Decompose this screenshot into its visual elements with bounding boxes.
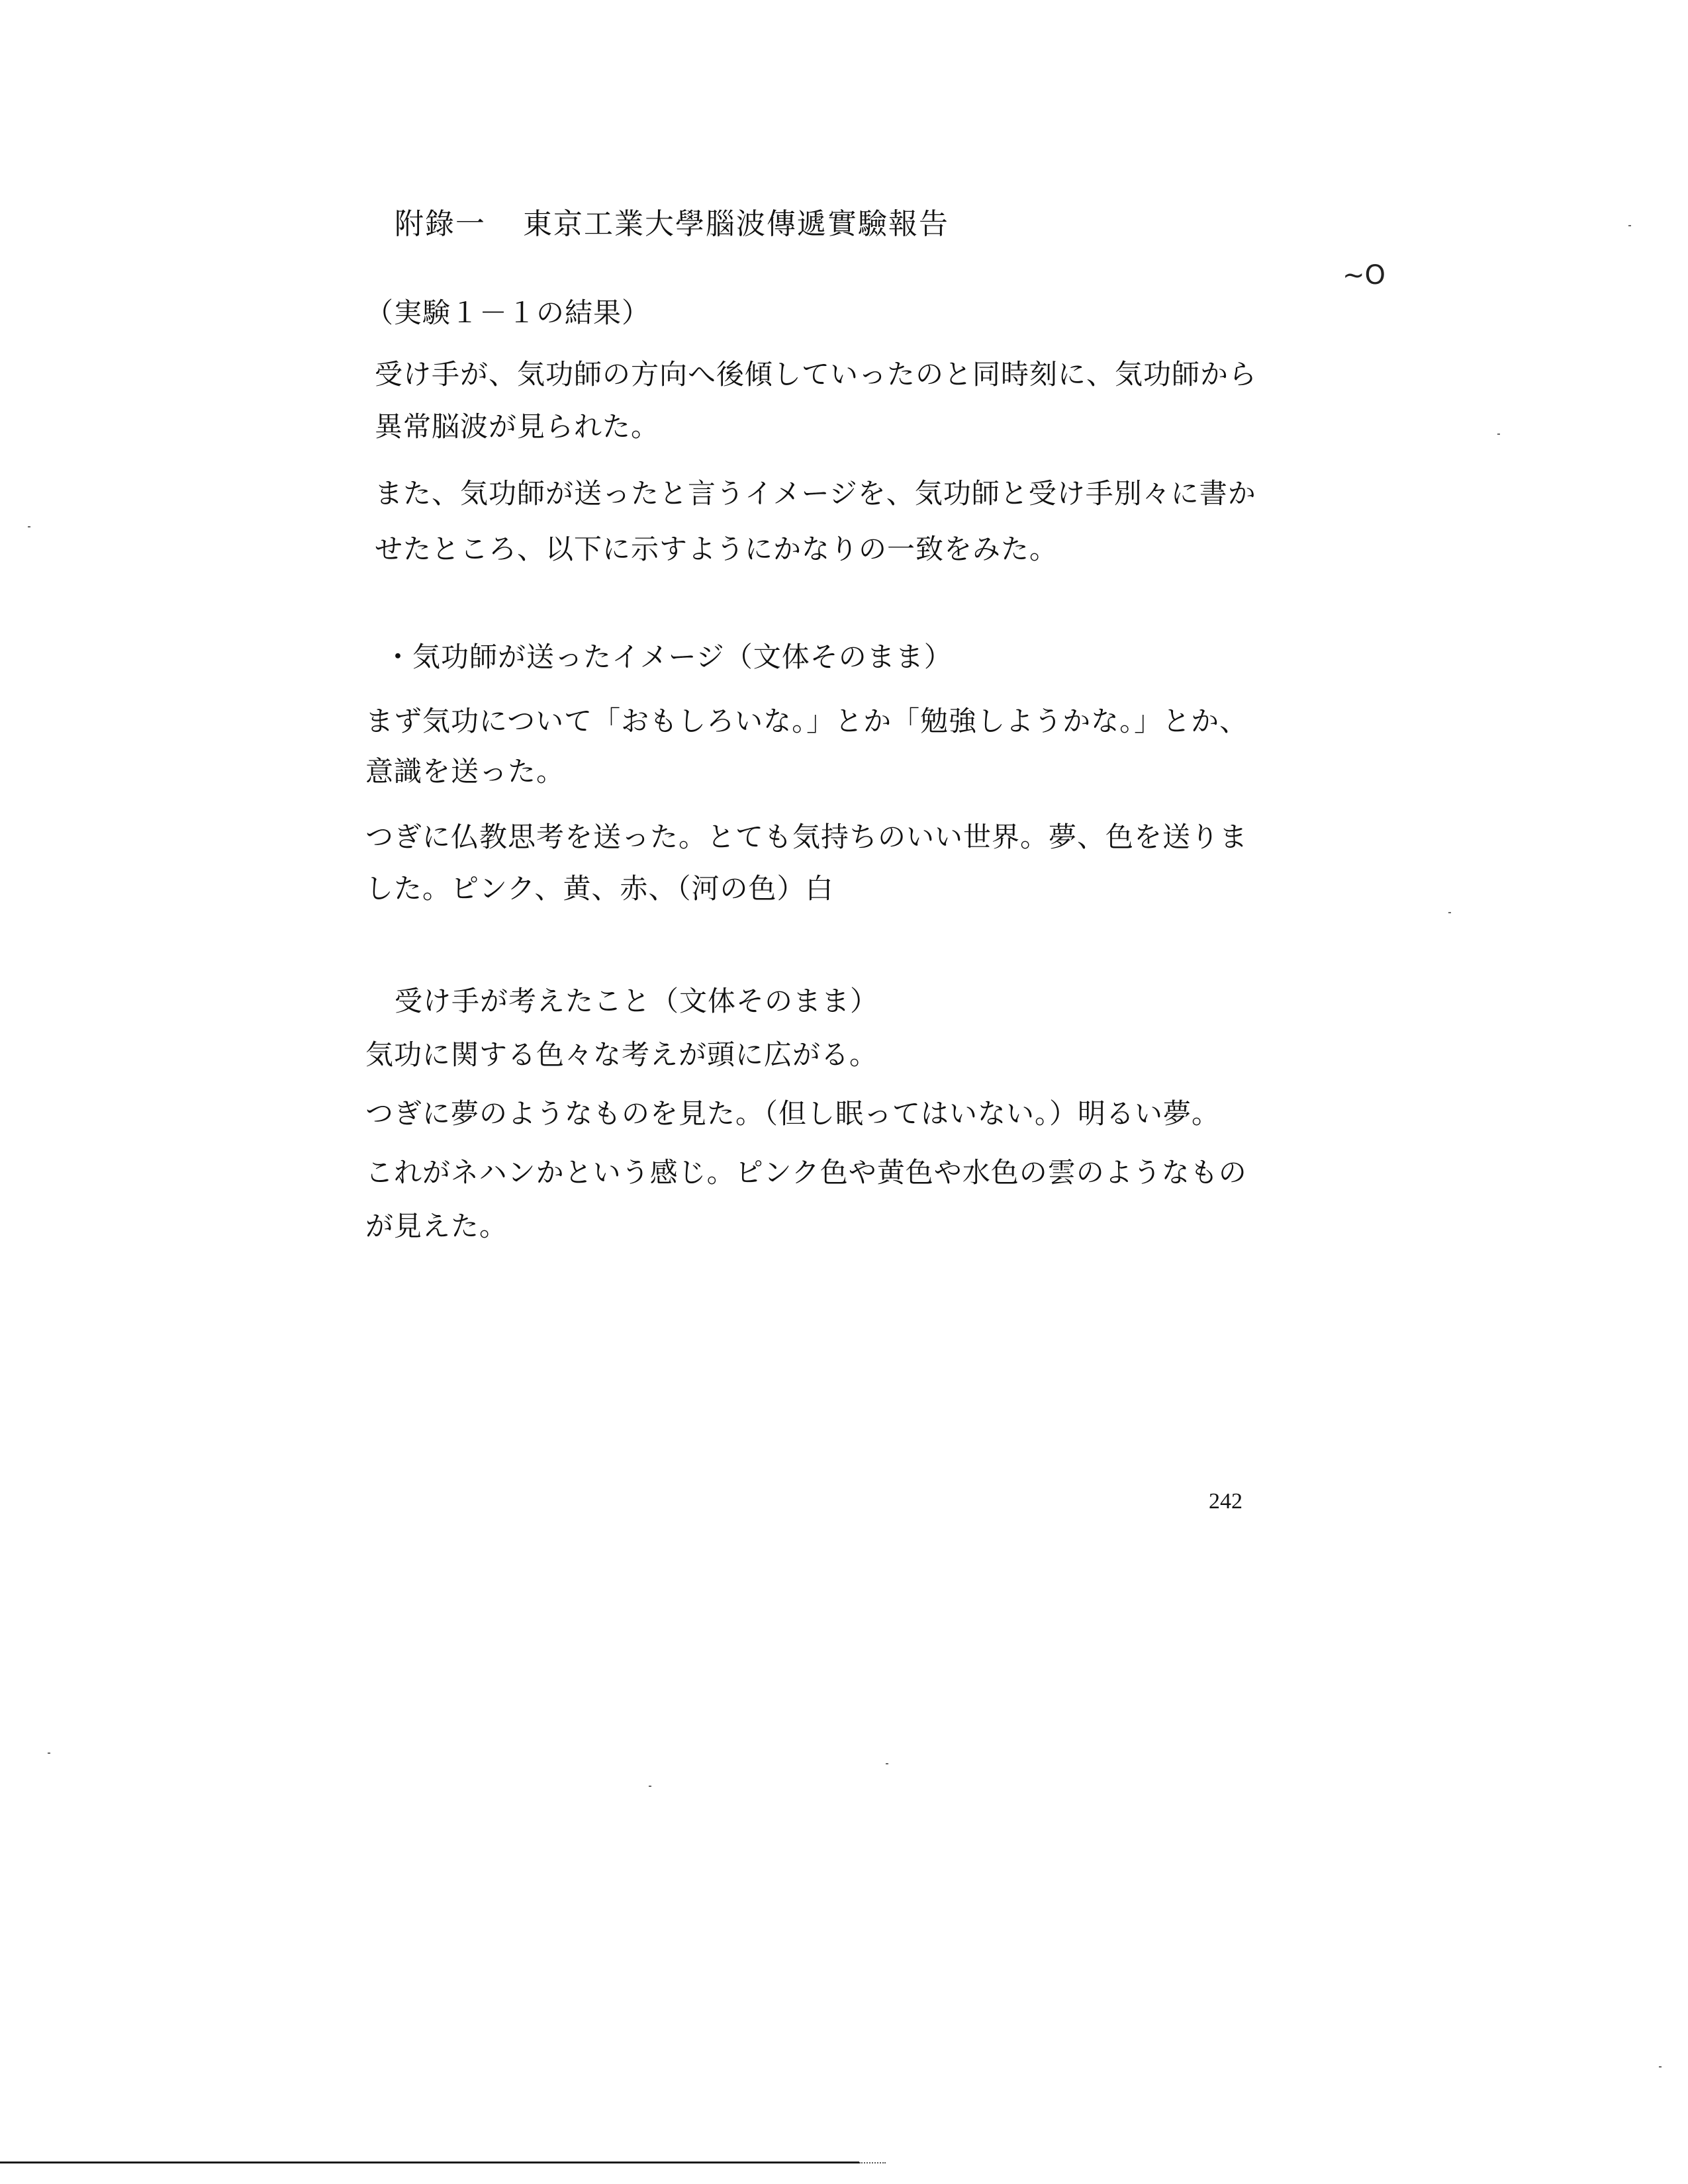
paragraph-line: 受け手が、気功師の方向へ後傾していったのと同時刻に、気功師から — [375, 358, 1258, 390]
scan-speck — [886, 1763, 888, 1764]
paragraph-line: つぎに夢のようなものを見た。（但し眠ってはいない。）明るい夢。 — [365, 1097, 1221, 1130]
bottom-scan-edge — [0, 2161, 859, 2163]
scan-speck — [1448, 912, 1451, 913]
page-heading — [395, 200, 949, 242]
appendix-label: 附錄一 — [395, 207, 486, 241]
paragraph-line: 気功に関する色々な考えが頭に広がる。 — [365, 1038, 878, 1071]
paragraph-line: せたところ、以下に示すようにかなりの一致をみた。 — [375, 533, 1058, 565]
scan-speck — [1628, 225, 1631, 226]
paragraph-line: した。ピンク、黄、赤、（河の色）白 — [365, 872, 834, 905]
paragraph-line: まず気功について「おもしろいな。」とか「勉強しようかな。」とか、 — [365, 705, 1248, 737]
page-number: 242 — [1209, 1489, 1243, 1514]
paragraph-line: 意識を送った。 — [365, 755, 565, 788]
paragraph-line: これがネハンかという感じ。ピンク色や黄色や水色の雲のようなもの — [365, 1156, 1247, 1189]
paragraph-line: また、気功師が送ったと言うイメージを、気功師と受け手別々に書か — [375, 477, 1256, 510]
scan-speck — [1659, 2066, 1662, 2068]
scan-speck — [28, 526, 30, 527]
corner-mark: ~O — [1342, 260, 1385, 291]
section-title: 受け手が考えたこと（文体そのまま） — [395, 985, 879, 1017]
report-title: 東京工業大學腦波傳遞實驗報告 — [523, 207, 949, 241]
paragraph-line: つぎに仏教思考を送った。とても気持ちのいい世界。夢、色を送りま — [365, 821, 1248, 853]
bottom-scan-edge-dots — [859, 2162, 886, 2163]
section-title: ・気功師が送ったイメージ（文体そのまま） — [384, 641, 953, 673]
paragraph-line: が見えた。 — [365, 1210, 508, 1242]
section-title: （実験１－１の結果） — [365, 296, 651, 329]
scan-speck — [1497, 433, 1500, 435]
paragraph-line: 異常脳波が見られた。 — [375, 410, 660, 443]
scan-speck — [649, 1786, 651, 1787]
scan-speck — [48, 1752, 50, 1754]
